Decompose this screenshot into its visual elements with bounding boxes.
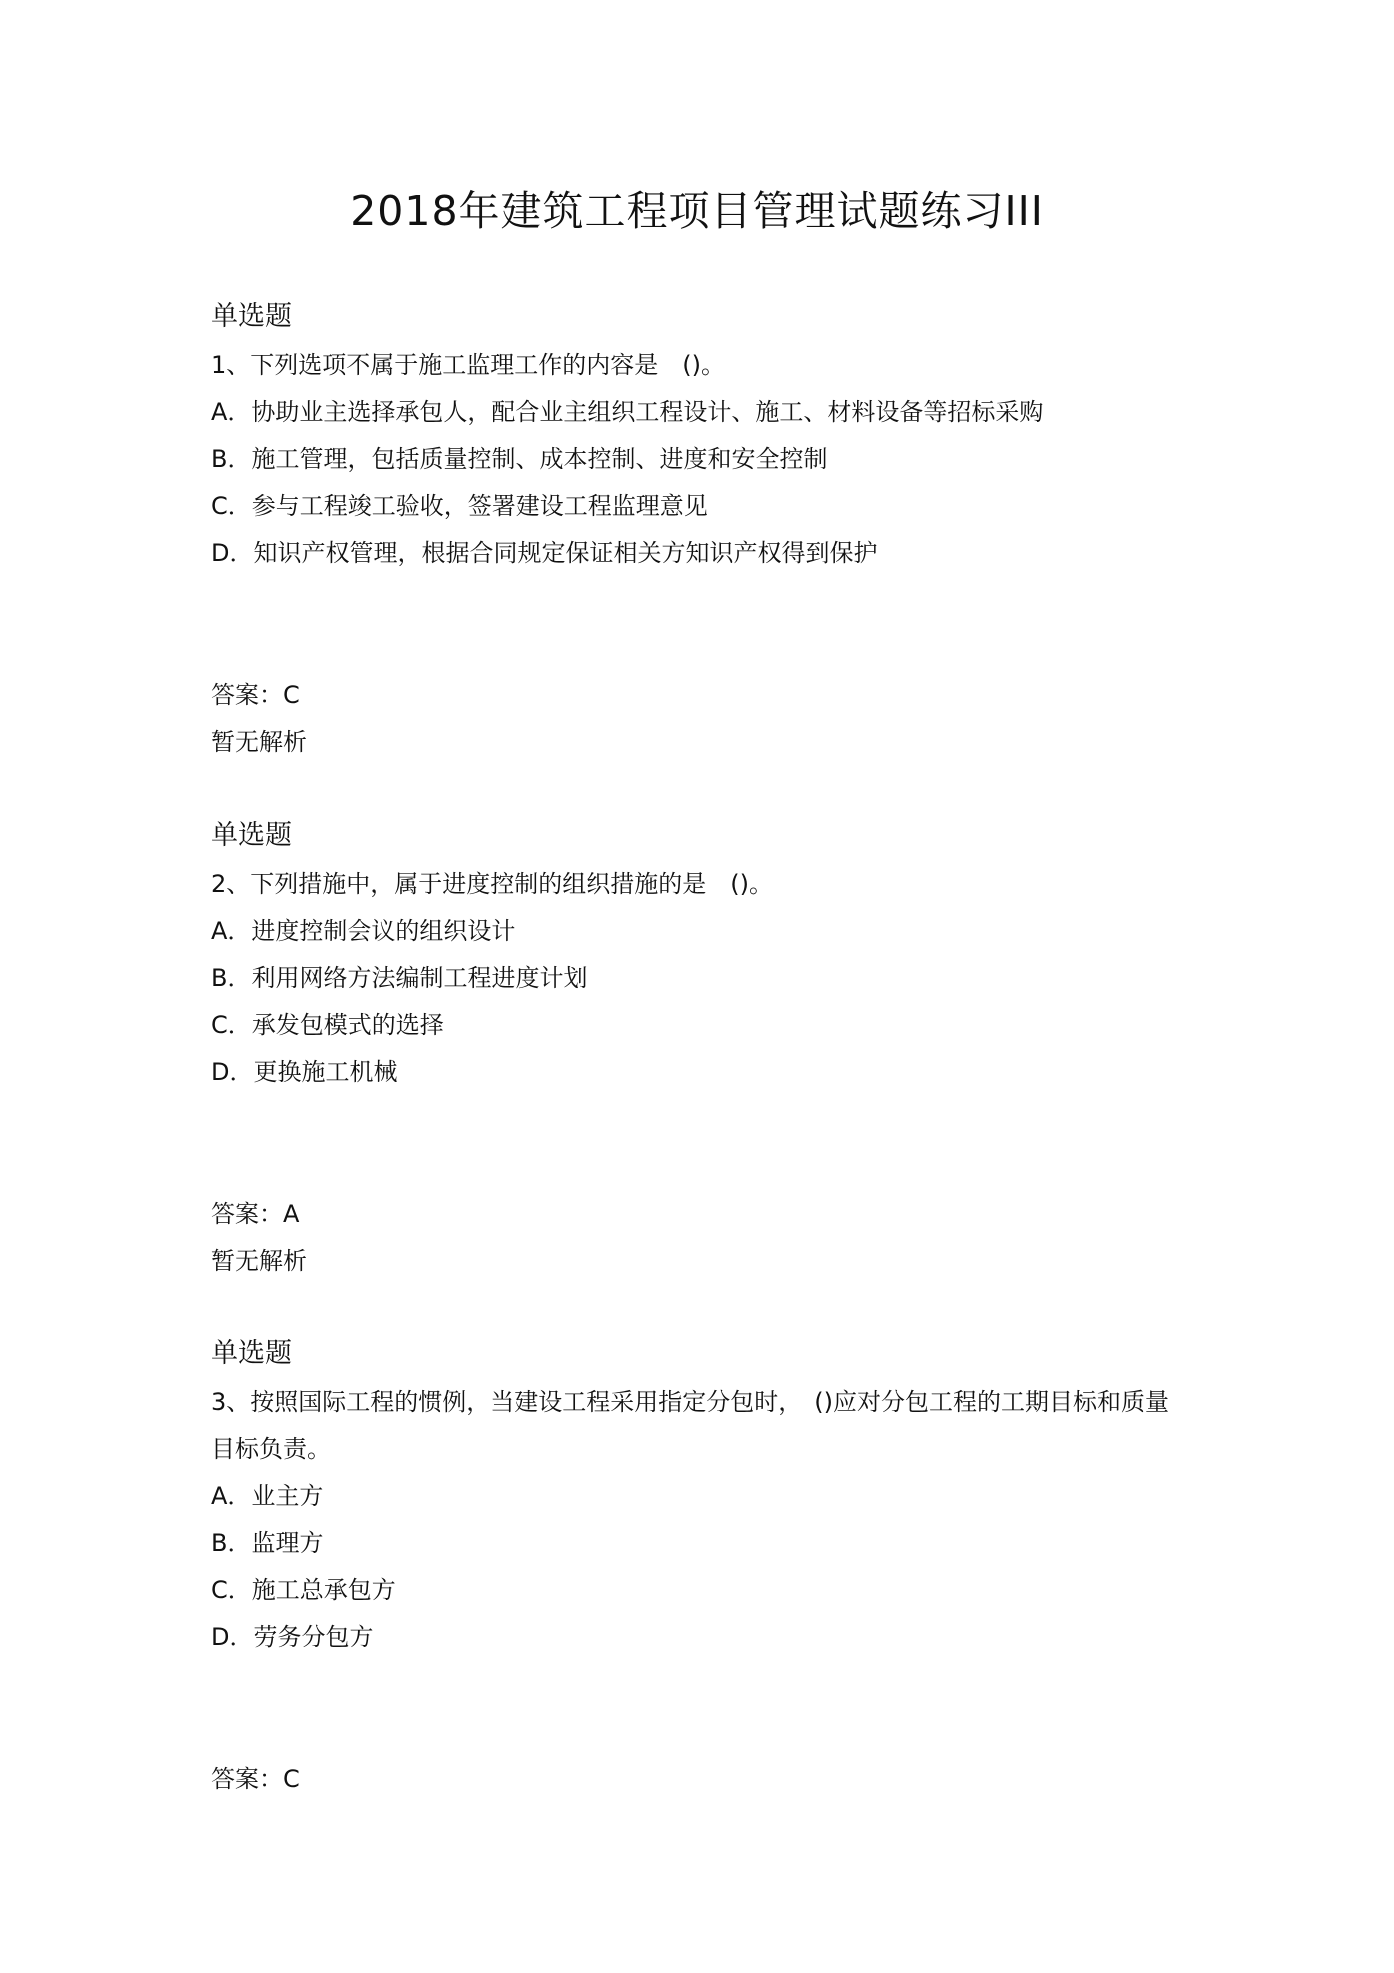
question-block-1 (211, 292, 1191, 766)
analysis-text: 暂无解析 (211, 728, 307, 756)
option-a: A．业主方 (211, 1482, 324, 1510)
section-heading: 单选题 (211, 301, 292, 332)
answer-text: 答案：C (211, 1765, 300, 1793)
analysis-text: 暂无解析 (211, 1247, 307, 1275)
answer-text: 答案：A (211, 1200, 300, 1228)
option-d: D．更换施工机械 (211, 1058, 398, 1086)
option-d: D．劳务分包方 (211, 1623, 374, 1651)
document-title: 2018年建筑工程项目管理试题练习III (350, 187, 1044, 235)
section-heading: 单选题 (211, 820, 292, 851)
option-c: C．施工总承包方 (211, 1576, 396, 1604)
option-d: D．知识产权管理，根据合同规定保证相关方知识产权得到保护 (211, 539, 878, 567)
option-b: B．利用网络方法编制工程进度计划 (211, 964, 588, 992)
option-c: C．参与工程竣工验收，签署建设工程监理意见 (211, 492, 708, 520)
question-block-2 (211, 811, 1191, 1285)
question-stem: 1、下列选项不属于施工监理工作的内容是 ()。 (211, 351, 725, 379)
option-b: B．施工管理，包括质量控制、成本控制、进度和安全控制 (211, 445, 828, 473)
section-heading: 单选题 (211, 1338, 292, 1369)
option-b: B．监理方 (211, 1529, 324, 1557)
option-a: A．进度控制会议的组织设计 (211, 917, 516, 945)
question-stem: 2、下列措施中，属于进度控制的组织措施的是 ()。 (211, 870, 773, 898)
question-block-3 (211, 1329, 1191, 1803)
answer-text: 答案：C (211, 681, 300, 709)
question-stem: 3、按照国际工程的惯例，当建设工程采用指定分包时， ()应对分包工程的工期目标和质量目标负责。 (211, 1388, 1169, 1463)
option-c: C．承发包模式的选择 (211, 1011, 444, 1039)
option-a: A．协助业主选择承包人，配合业主组织工程设计、施工、材料设备等招标采购 (211, 398, 1044, 426)
